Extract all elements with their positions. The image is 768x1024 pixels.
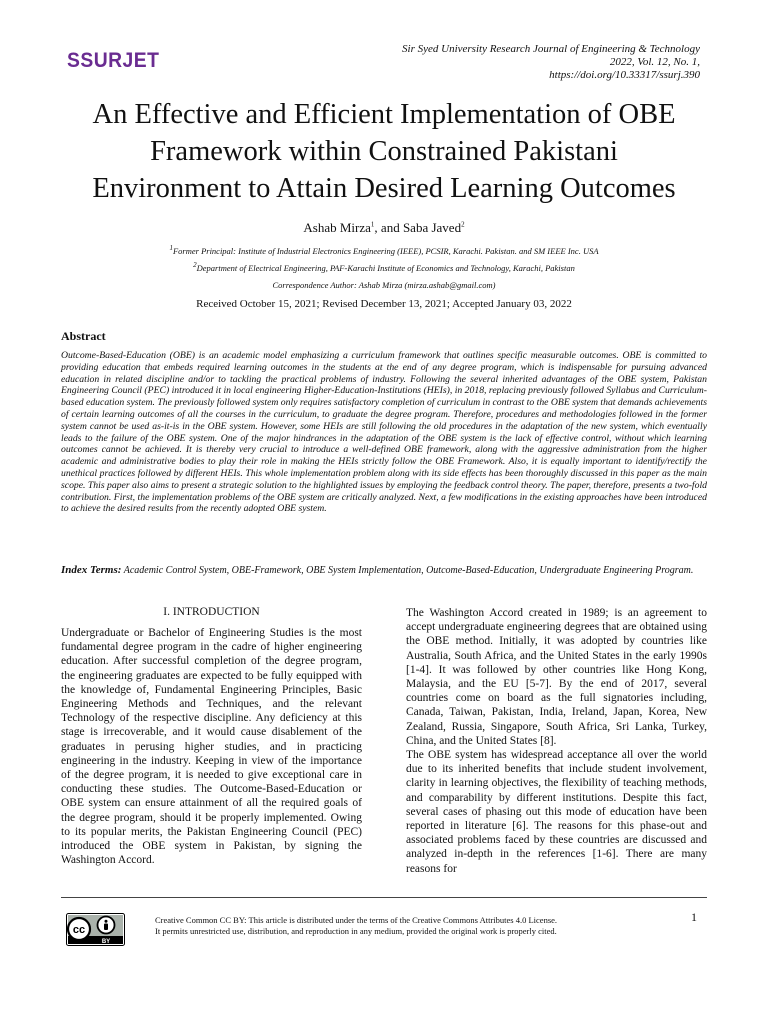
title-line: Environment to Attain Desired Learning Outcomes [92,173,676,204]
journal-name: Sir Syed University Research Journal of Engineering & Technology [402,43,700,55]
svg-text:cc: cc [72,924,86,936]
abstract-text: Outcome-Based-Education (OBE) is an academic model emphasizing a curriculum framework that outlines specific measurable outcomes. OBE is committed to providing education that embeds required learning outcomes in the students at the end of any degree program, which is indispensable for pursuing advanced education in related discipline and/or to tackling the practical problems of industry. Following the several inherited advantages of the OBE system, Pakistan Engineering Council (PEC) introduced it in local engineering Higher-Education-Institutions (HEIs), in 2018, replacing previously followed Syllabus and Curriculum-based education system. The previously followed system only requires satisfactory completion of curriculum in contrast to the OBE system that demands achievements of certain learning outcomes of all the courses in the curriculum, to graduate the degree program. Therefore, procedures and methodologies followed in the former system cannot be used as-it-is in the OBE system. However, some HEIs are still following the old procedures in the adaptation of the new system, which eventually leads to the failure of the OBE system. One of the major hindrances in the adaptation of the OBE system is the lack of effective control, without which learning outcomes cannot be achieved. It is thereby very crucial to introduce a well-defined OBE framework, along with the aggressive administration from the higher academic and administrative bodies to play their role in making the HEIs strictly follow the OBE Framework. Also, it is equally important to identify/rectify the unethical practices followed by different HEIs. This whole implementation problem along with its side effects has been thoroughly discussed in this paper as the main scope. This paper also aims to present a strategic solution to the highlighted issues by employing the feedback control theory. The paper, therefore, presents a two-fold contribution. First, the implementation problems of the OBE system are critically analyzed. Next, a few modifications in the existing approaches have been introduced to achieve the desired results from the recently adopted OBE system. [61,350,707,515]
license-text [155,915,557,937]
cc-badge-label: BY [101,939,111,945]
journal-logo: SSURJET [67,49,160,72]
index-terms-label: Index Terms: [61,564,122,576]
author-1: Ashab Mirza [303,220,371,235]
author-separator: , and [374,220,403,235]
page-number: 1 [691,910,697,924]
intro-paragraph: The OBE system has widespread acceptance all over the world due to its inherited benefits that include student involvement, clarity in learning objectives, the flexibility of teaching methods, and comparability by different institutions. Despite this fact, several cases of phasing out this mode of education have been reported in literature [6]. The reasons for this phase-out and associated problems faced by these countries are discussed and analyzed in-depth in the references [1-6]. There are many reasons for [406,749,707,875]
affiliation-1 [0,244,768,256]
authors [0,220,768,236]
license-line: It permits unrestricted use, distribution, and reproduction in any medium, provided the original work is properly cited. [155,926,557,936]
journal-volume: 2022, Vol. 12, No. 1, [609,56,700,68]
title-line: Framework within Constrained Pakistani [150,136,618,167]
abstract-heading: Abstract [61,329,106,343]
correspondence: Correspondence Author: Ashab Mirza (mirza.ashab@gmail.com) [272,280,496,290]
affiliation-1-text: Former Principal: Institute of Industrial Electronics Engineering (IEEE), PCSIR, Karachi. Pakistan. and SM IEEE Inc. USA [172,245,599,256]
journal-doi[interactable]: https://doi.org/10.33317/ssurj.390 [549,69,700,81]
index-terms [61,564,707,577]
author-2: Saba Javed [402,220,462,235]
title-line: An Effective and Efficient Implementation of OBE [92,99,676,130]
author-1-sup: 1 [370,220,375,229]
intro-left-column: Undergraduate or Bachelor of Engineering Studies is the most fundamental degree program in the cadre of higher engineering education. After successful completion of the degree program, the engineering graduates are expected to be fully equipped with the knowledge of, Fundamental Engineering Principles, Basic Engineering Methods and Techniques, and the relevant Technology of the respective discipline. Any deficiency at this stage is irrecoverable, and it would cause disablement of the graduates in perusing higher studies, and in practicing engineering in the industry. Keeping in view of the importance of the degree program, it is needed to give exceptional care in conducting these studies. The Outcome-Based-Education or OBE system can ensure attainment of all the required goals of the degree program, should it be properly implemented. Owing to its popular merits, the Pakistan Engineering Council (PEC) introduced the OBE system in Pakistan, by signing the Washington Accord. [61,627,362,867]
affiliation-2-sup: 2 [193,261,197,269]
cc-by-license-badge[interactable] [66,913,125,946]
index-terms-text: Academic Control System, OBE-Framework, OBE System Implementation, Outcome-Based-Education, Undergraduate Engineering Program. [121,565,694,576]
affiliation-2-text: Department of Electrical Engineering, PAF-Karachi Institute of Economics and Technology, Karachi, Pakistan [196,262,575,273]
author-2-sup: 2 [461,220,465,229]
attribution-person-icon [98,917,115,934]
intro-right-column [406,606,707,876]
affiliation-1-sup: 1 [169,244,173,252]
journal-info [402,43,700,82]
footer-divider [61,897,707,898]
section-heading-introduction: I. INTRODUCTION [163,606,260,618]
license-line: Creative Common CC BY: This article is distributed under the terms of the Creative Commons Attributes 4.0 License. [155,915,558,925]
paper-title [40,96,728,207]
intro-paragraph: The Washington Accord created in 1989; is an agreement to accept undergraduate engineering degrees that are obtained using the OBE method. Initially, it was adopted by countries like Australia, South Africa, and the United States in the early 1990s [1-4]. It was followed by other countries like Hong Kong, Malaysia, and the EU [5-7]. By the end of 2017, several countries come on board as the full signatories including, Canada, Taiwan, Pakistan, India, Ireland, Japan, Korea, New Zealand, Russia, Singapore, South Africa, Sri Lanka, Turkey, China, and the United States [8]. [406,607,707,747]
creative-commons-icon [68,918,90,940]
received-dates: Received October 15, 2021; Revised December 13, 2021; Accepted January 03, 2022 [196,298,572,310]
affiliation-2 [0,261,768,273]
